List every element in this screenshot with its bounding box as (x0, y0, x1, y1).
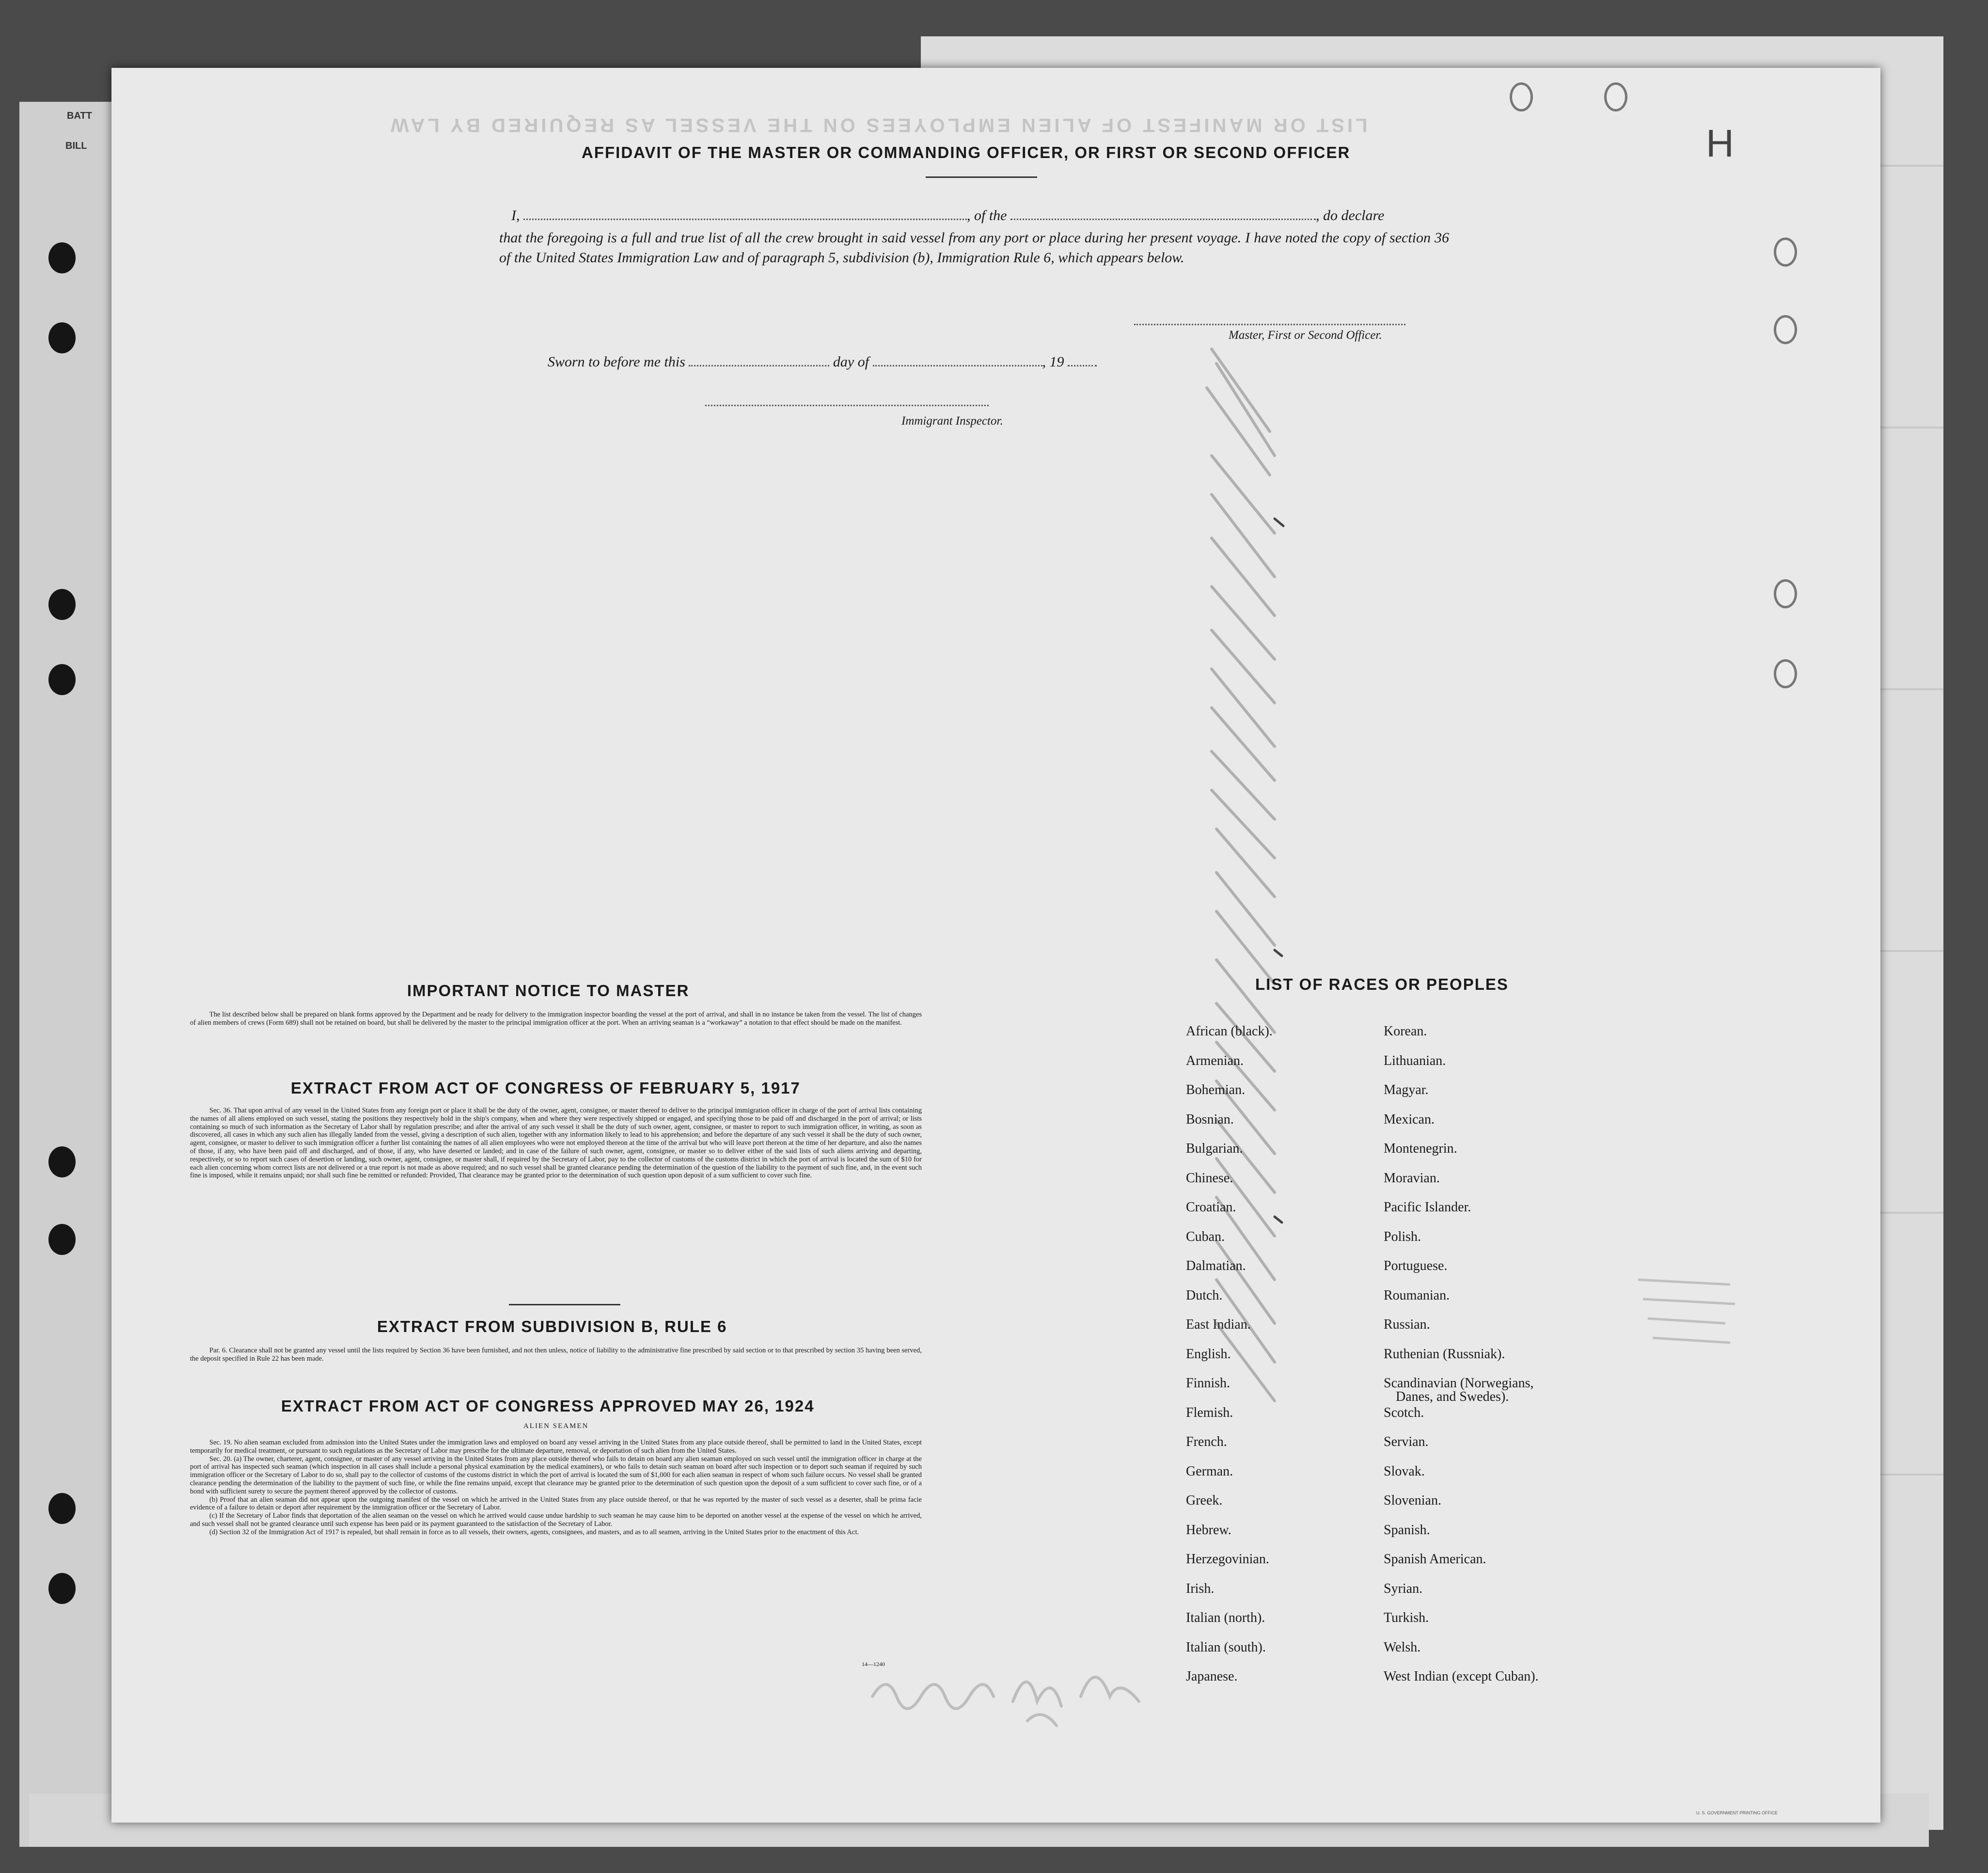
ruled-line (1880, 165, 1943, 167)
extract-1917-paragraph: Sec. 36. That upon arrival of any vessel in the United States from any foreign port or place it shall be the duty of the owner, agent, consignee, or master thereof to deliver to the principal immigration officer in charge of the port of arrival lists containing the names of all aliens employed on such vessel, stating the positions they respectively hold in the ship's company, when and where they were respectively shipped or engaged, and specifying those to be paid off and discharged in the port of arrival; or lists containing so much of such information as the Secretary of Labor shall by regulation prescribe; and after the arrival of any such vessel it shall be the duty of such owner, agent, consignee, or master to report to such immigration officer, in writing, as soon as discovered, all cases in which any such alien has illegally landed from the vessel, giving a description of such alien, together with any information likely to lead to his apprehension; and before the departure of any such vessel it shall be the duty of such owner, agent, consignee, or master to deliver to such immigration officer a further list containing the names of all alien employees who were not employed thereon at the time of the arrival but who will leave port thereon at the time of her departure, and also the names of those, if any, who have been paid off and discharged, and of those, if any, who have deserted or landed; and in case of the failure of such owner, agent, consignee, or master so to deliver either of the said lists of such aliens arriving and departing, respectively, or so to report such cases of desertion or landing, such owner, agent, consignee, or master shall, if required by the Secretary of Labor, pay to the collector of customs of the customs district in which the port of arrival is located the sum of $10 for each alien concerning whom correct lists are not delivered or a true report is not made as above required; and no such vessel shall be granted clearance pending the determination of the question of the liability to the payment of such fine, and, in the event such fine is imposed, while it remains unpaid; nor shall such fine be remitted or refunded: Provided, That clearance may be granted prior to the determination of such question upon deposit of a sum sufficient to cover such fine. (190, 1107, 922, 1180)
race-item: East Indian. (1186, 1317, 1251, 1332)
sworn-prefix: Sworn to before me this (548, 354, 685, 370)
corner-mark: H (1706, 122, 1734, 165)
extract-1924-paragraph: (c) If the Secretary of Labor finds that deportation of the alien seaman on the vessel on which he arrived would cause undue hardship to such seaman he may cause him to be deported on another vessel at the expense of the vessel on which he arrived, and such vessel shall not be granted clearance until such expense has been paid or its payment guaranteed to the satisfaction of the Secretary of Labor. (190, 1512, 922, 1528)
printing-office-imprint: U. S. GOVERNMENT PRINTING OFFICE (1696, 1810, 1778, 1815)
races-title: LIST OF RACES OR PEOPLES (1255, 975, 1509, 993)
sworn-line (548, 354, 1097, 370)
extract-1917-title: EXTRACT FROM ACT OF CONGRESS OF FEBRUARY 5, 1917 (291, 1079, 801, 1097)
race-item: Danes, and Swedes). (1396, 1389, 1509, 1404)
race-item: Servian. (1384, 1434, 1429, 1449)
inspector-label: Immigrant Inspector. (901, 414, 1003, 428)
subdivision-paragraph: Par. 6. Clearance shall not be granted any vessel until the lists required by Section 36 have been furnished, and not then unless, notice of liability to the administrative fine prescribed by said section or to that prescribed by section 35 having been served, the deposit specified in Rule 22 has been made. (190, 1347, 922, 1363)
fragment-text-bill: BILL (65, 141, 87, 151)
race-item: Dalmatian. (1186, 1258, 1246, 1273)
form-number: 14—1240 (862, 1661, 885, 1667)
affidavit-do-declare: , do declare (1316, 207, 1385, 223)
race-item: Chinese. (1186, 1170, 1233, 1186)
sworn-month-blank[interactable] (873, 362, 1042, 366)
race-item: Syrian. (1384, 1581, 1423, 1596)
extract-1924-title: EXTRACT FROM ACT OF CONGRESS APPROVED MAY 26, 1924 (281, 1397, 815, 1415)
race-item: Montenegrin. (1384, 1141, 1457, 1156)
notice-paragraph: The list described below shall be prepared on blank forms approved by the Department and be ready for delivery to the immigration inspector boarding the vessel at the port of arrival, and shall in no instance be taken from the vessel. The list of changes of alien members of crews (Form 689) shall not be retained on board, but shall be delivered by the master to the principal immigration officer at the port. When an arriving seaman is a “workaway” a notation to that effect should be made on the manifest. (190, 1011, 922, 1027)
notice-title: IMPORTANT NOTICE TO MASTER (407, 982, 690, 1000)
extract-1924-paragraph: Sec. 19. No alien seaman excluded from admission into the United States under the immigration laws and employed on board any vessel arriving in the United States from any place outside thereof, shall be permitted to land in the United States, except temporarily for medical treatment, or pursuant to such regulations as the Secretary of Labor may prescribe for the ultimate departure, removal, or deportation of such alien from the United States. (190, 1439, 922, 1455)
race-item: Turkish. (1384, 1610, 1429, 1625)
race-item: Slovenian. (1384, 1493, 1441, 1508)
race-item: Magyar. (1384, 1082, 1429, 1097)
signature-line[interactable] (1134, 324, 1405, 325)
extract-1924-paragraph: (b) Proof that an alien seaman did not appear upon the outgoing manifest of the vessel on which he arrived in the United States from any place outside thereof, or that he was reported by the master of such vessel as a deserter, shall be prima facie evidence of a failure to detain or deport after requirement by the immigration officer or the Secretary of Labor. (190, 1495, 922, 1512)
race-item: Lithuanian. (1384, 1053, 1446, 1068)
race-item: Pacific Islander. (1384, 1200, 1471, 1215)
extract-1924-paragraph: (d) Section 32 of the Immigration Act of 1917 is repealed, but shall remain in force as to all vessels, their owners, agents, consignees, and masters, and as to all seamen, arriving in the United States prior to the enactment of this Act. (209, 1528, 859, 1536)
punch-hole (48, 1493, 76, 1524)
race-item: French. (1186, 1434, 1227, 1449)
race-item: Moravian. (1384, 1170, 1440, 1186)
race-item: Greek. (1186, 1493, 1223, 1508)
race-item: Hebrew. (1186, 1522, 1231, 1538)
race-item: Irish. (1186, 1581, 1215, 1596)
notice-body (190, 1011, 922, 1027)
subdivision-body (190, 1347, 922, 1363)
race-item: Spanish American. (1384, 1552, 1486, 1567)
race-item: Mexican. (1384, 1111, 1435, 1127)
affidavit-i: I, (511, 207, 520, 223)
punch-hole (48, 322, 76, 353)
title-rule (926, 176, 1037, 178)
race-item: Bosnian. (1186, 1111, 1234, 1127)
race-item: Flemish. (1186, 1405, 1233, 1420)
race-item: Polish. (1384, 1229, 1421, 1244)
subdivision-title: EXTRACT FROM SUBDIVISION B, RULE 6 (377, 1317, 727, 1335)
race-item: Scotch. (1384, 1405, 1424, 1420)
race-item: Slovak. (1384, 1463, 1425, 1479)
faded-banner: LIST OR MANIFEST OF ALIEN EMPLOYEES ON THE VESSEL AS REQUIRED BY LAW (388, 114, 1368, 136)
race-item: Scandinavian (Norwegians, (1384, 1376, 1534, 1391)
section-rule (509, 1304, 620, 1305)
name-blank[interactable] (523, 216, 967, 220)
ruled-line (1880, 688, 1943, 690)
race-item: Korean. (1384, 1024, 1427, 1039)
faded-handwriting (868, 1643, 1168, 1740)
race-item: Herzegovinian. (1186, 1552, 1269, 1567)
ring-hole (1774, 579, 1797, 608)
sworn-day-blank[interactable] (689, 362, 829, 366)
punch-hole (48, 242, 76, 273)
ruled-line (1880, 427, 1943, 429)
ruled-line (1880, 950, 1943, 952)
race-item: Cuban. (1186, 1229, 1225, 1244)
race-item: West Indian (except Cuban). (1384, 1669, 1539, 1684)
ring-hole (1774, 659, 1797, 688)
extract-1917-body (190, 1107, 922, 1180)
race-item: Welsh. (1384, 1639, 1421, 1655)
ring-hole (1604, 82, 1627, 111)
race-item: Bohemian. (1186, 1082, 1246, 1097)
race-item: Japanese. (1186, 1669, 1238, 1684)
race-item: Bulgarian. (1186, 1141, 1243, 1156)
punch-hole (48, 589, 76, 620)
sworn-day-of: day of (833, 354, 869, 370)
affidavit-body: that the foregoing is a full and true list of all the crew brought in said vessel from any port or place during her present voyage. I have noted the copy of section 36 of the United States Immigration Law and of paragraph 5, subdivision (b), Immigration Rule 6, which appears below. (499, 230, 1449, 266)
ring-hole (1510, 82, 1533, 111)
affidavit-line-1 (511, 207, 1384, 224)
punch-hole (48, 1224, 76, 1255)
fragment-text-batt: BATT (67, 111, 92, 121)
sworn-year-blank[interactable] (1068, 362, 1097, 366)
race-item: Portuguese. (1384, 1258, 1448, 1273)
punch-hole (48, 664, 76, 695)
vessel-blank[interactable] (1010, 216, 1316, 220)
ruled-line (1880, 1212, 1943, 1214)
punch-hole (48, 1146, 76, 1177)
ring-hole (1774, 238, 1797, 267)
affidavit-of-the: , of the (967, 207, 1007, 223)
affidavit-page (111, 68, 1880, 1823)
race-item: African (black). (1186, 1024, 1273, 1039)
race-item: English. (1186, 1346, 1231, 1362)
race-item: Ruthenian (Russniak). (1384, 1346, 1505, 1362)
race-item: Spanish. (1384, 1522, 1430, 1538)
punch-hole (48, 1573, 76, 1604)
race-item: Croatian. (1186, 1200, 1236, 1215)
faded-stamp (1633, 1270, 1745, 1357)
race-item: Roumanian. (1384, 1287, 1450, 1303)
ruled-line (1880, 1474, 1943, 1476)
race-item: Italian (south). (1186, 1639, 1266, 1655)
race-item: Dutch. (1186, 1287, 1223, 1303)
affidavit-title: AFFIDAVIT OF THE MASTER OR COMMANDING OFFICER, OR FIRST OR SECOND OFFICER (582, 143, 1351, 161)
ring-hole (1774, 315, 1797, 344)
inspector-line[interactable] (705, 405, 989, 406)
race-item: Armenian. (1186, 1053, 1244, 1068)
race-item: Finnish. (1186, 1376, 1231, 1391)
race-item: Russian. (1384, 1317, 1430, 1332)
signature-label: Master, First or Second Officer. (1229, 329, 1382, 342)
extract-1924-body (190, 1439, 922, 1537)
race-item: German. (1186, 1463, 1233, 1479)
extract-1924-paragraph: Sec. 20. (a) The owner, charterer, agent, consignee, or master of any vessel arriving in the United States from any place outside thereof who fails to detain on board any alien seaman employed on such vessel until the immigration officer in charge at the port of arrival has inspected such seaman (which inspection in all cases shall include a personal physical examination by the medical examiners), or who fails to detain such seaman on board after such inspection or to deport such seaman if required by such immigration officer or the Secretary of Labor to do so, shall pay to the collector of customs of the customs district in which the port of arrival is located the sum of $1,000 for each alien seaman in respect of whom such failure occurs. No vessel shall be granted clearance pending the determination of the liability to the payment of such fine, or while the fine remains unpaid, except that clearance may be granted prior to the determination of such question upon the deposit of a sum sufficient to cover such fine, or of a bond with sufficient surety to secure the payment thereof approved by the collector of customs. (190, 1455, 922, 1495)
race-item: Italian (north). (1186, 1610, 1265, 1625)
extract-1924-subtitle: ALIEN SEAMEN (523, 1422, 589, 1430)
sworn-year: , 19 (1042, 354, 1064, 370)
